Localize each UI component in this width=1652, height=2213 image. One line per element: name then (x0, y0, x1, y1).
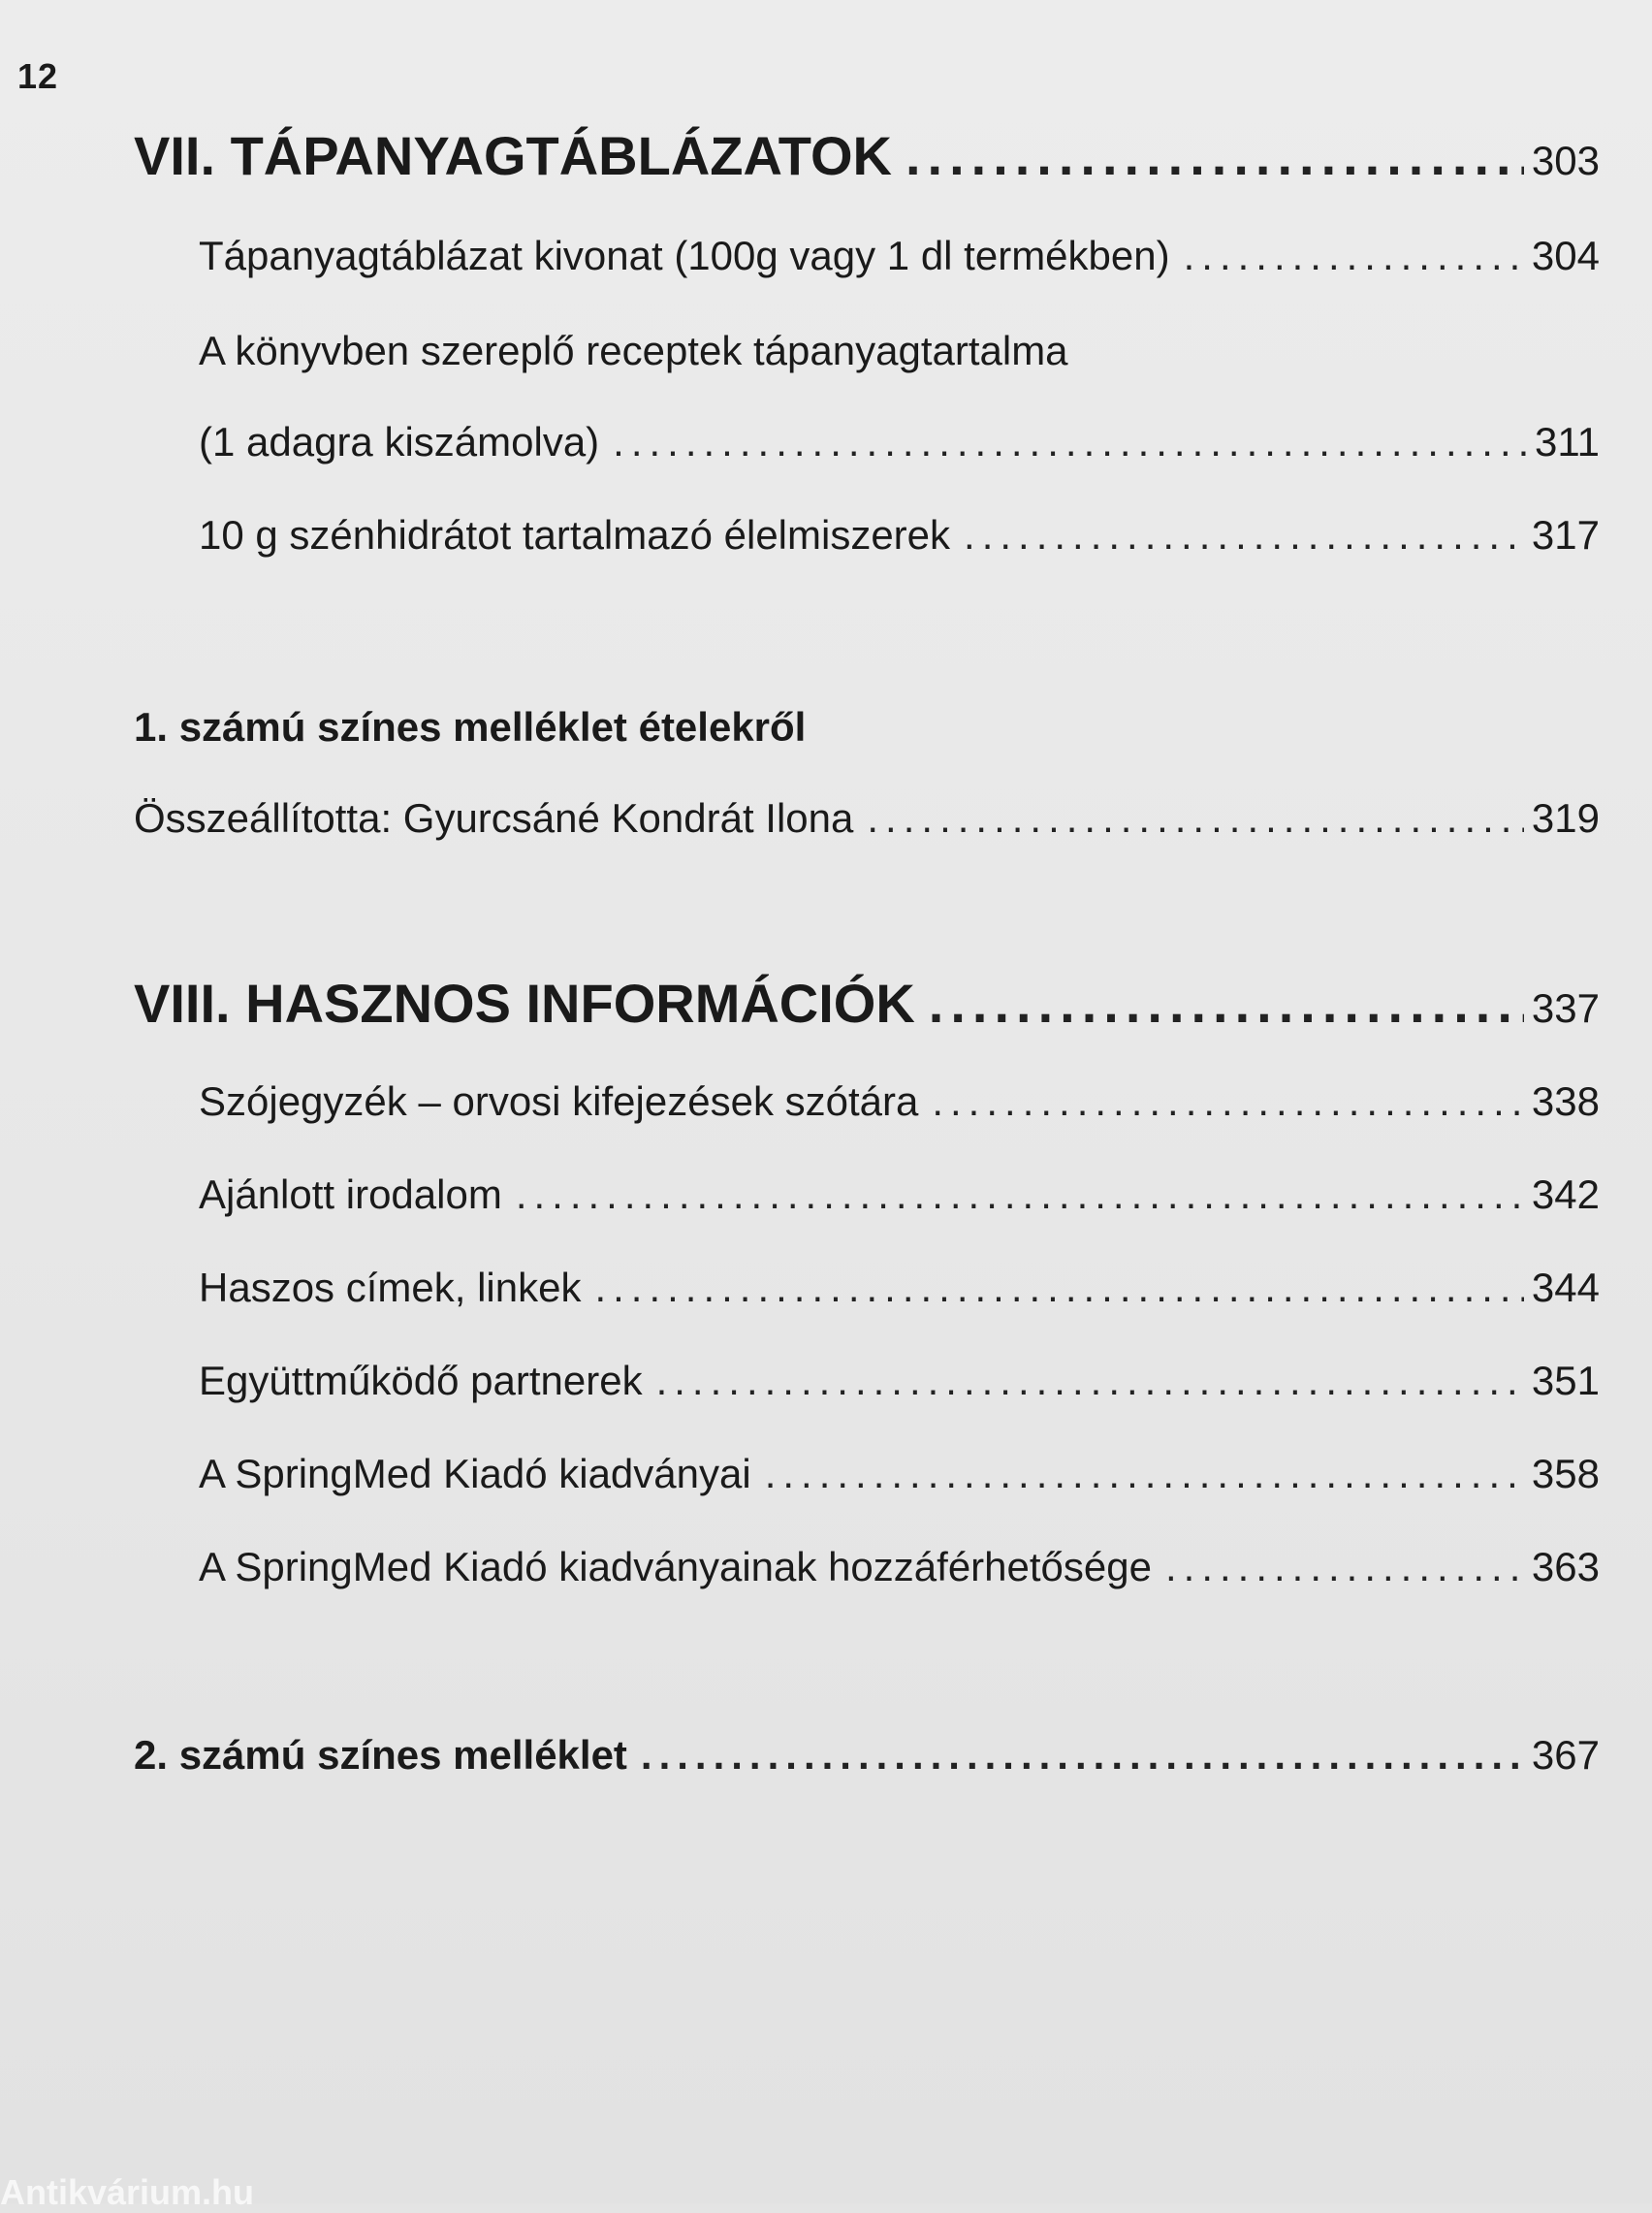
leader-dots (932, 1078, 1524, 1125)
toc-item-label: Együttműködő partnerek (199, 1358, 643, 1403)
toc-item-label: A SpringMed Kiadó kiadványai (199, 1451, 751, 1496)
leader-dots (929, 972, 1524, 1035)
leader-dots (641, 1732, 1524, 1779)
toc-appendix-1-author (134, 795, 1600, 842)
toc-item-label: 10 g szénhidrátot tartalmazó élelmiszerek (199, 512, 951, 558)
leader-dots (867, 795, 1524, 842)
toc-item-label: Ajánlott irodalom (199, 1171, 502, 1217)
toc-item-label: Szójegyzék – orvosi kifejezések szótára (199, 1078, 919, 1124)
toc-item-page: 338 (1531, 1078, 1600, 1124)
toc-item-recipes-nutrient (199, 419, 1600, 465)
toc-item-carbohydrate-foods (199, 512, 1600, 559)
toc-item-recipes-nutrient-line1: A könyvben szereplő receptek tápanyagtartalma (199, 328, 1068, 373)
appendix-2-page: 367 (1531, 1732, 1600, 1778)
leader-dots (1165, 1544, 1524, 1590)
leader-dots (516, 1171, 1524, 1218)
toc-appendix-2 (134, 1732, 1600, 1779)
page-number: 12 (17, 56, 59, 96)
appendix-1-author: Összeállította: Gyurcsáné Kondrát Ilona (134, 795, 854, 841)
toc-item-page: 363 (1531, 1544, 1600, 1589)
toc-item-page: 358 (1531, 1451, 1600, 1496)
toc-item-page: 317 (1531, 512, 1600, 558)
toc-item-page: 351 (1531, 1358, 1600, 1403)
appendix-2-title: 2. számú színes melléklet (134, 1732, 627, 1778)
toc-item-page: 344 (1531, 1265, 1600, 1310)
leader-dots (594, 1265, 1523, 1311)
appendix-1-title: 1. számú színes melléklet ételekről (134, 704, 807, 750)
toc-item-label: (1 adagra kiszámolva) (199, 419, 600, 465)
leader-dots (1184, 233, 1524, 279)
toc-item-glossary (199, 1078, 1600, 1125)
toc-item-page: 311 (1535, 419, 1600, 465)
appendix-1-page: 319 (1531, 795, 1600, 841)
toc-item-partners (199, 1358, 1600, 1404)
toc-item-recommended-literature (199, 1171, 1600, 1218)
leader-dots (613, 419, 1527, 465)
toc-item-nutrient-table-extract (199, 233, 1600, 279)
watermark: Antikvárium.hu (0, 2172, 255, 2212)
toc-item-page: 342 (1531, 1171, 1600, 1217)
toc-chapter-8 (134, 972, 1600, 1035)
chapter-8-page: 337 (1531, 985, 1600, 1031)
chapter-7-page: 303 (1531, 138, 1600, 183)
toc-item-label: A SpringMed Kiadó kiadványainak hozzáférhetősége (199, 1544, 1152, 1589)
toc-item-useful-addresses (199, 1265, 1600, 1311)
toc-chapter-7 (134, 124, 1600, 187)
chapter-8-title: VIII. HASZNOS INFORMÁCIÓK (134, 973, 915, 1034)
toc-item-label: Tápanyagtáblázat kivonat (100g vagy 1 dl termékben) (199, 233, 1170, 278)
toc-item-label: Haszos címek, linkek (199, 1265, 582, 1310)
leader-dots (765, 1451, 1524, 1497)
leader-dots (905, 124, 1524, 187)
chapter-7-title: VII. TÁPANYAGTÁBLÁZATOK (134, 125, 892, 186)
toc-item-publications (199, 1451, 1600, 1497)
leader-dots (656, 1358, 1524, 1404)
toc-item-publications-availability (199, 1544, 1600, 1590)
toc-item-page: 304 (1531, 233, 1600, 278)
leader-dots (964, 512, 1524, 559)
